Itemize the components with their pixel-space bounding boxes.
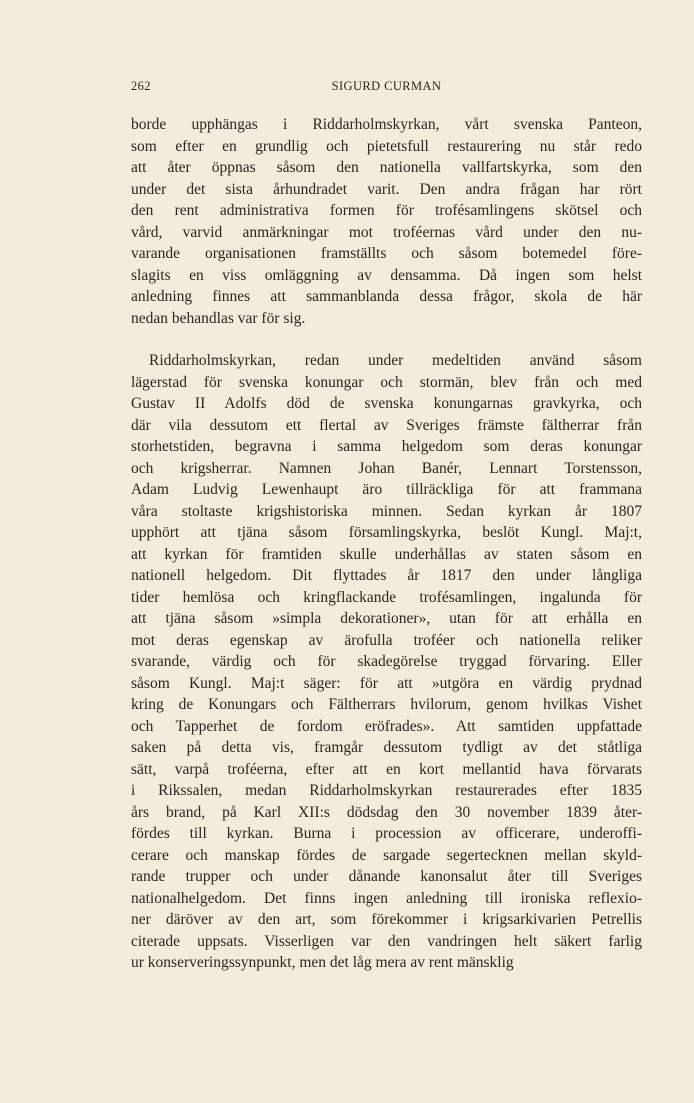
text-line: saken på detta vis, framgår dessutom tydligt av det ståtliga <box>131 739 642 756</box>
text-line: rande trupper och under dånande kanonsalut åter till Sveriges <box>131 868 642 885</box>
paragraph <box>131 350 642 974</box>
text-line: som efter en grundlig och pietetsfull restaurering nu står redo <box>131 137 642 155</box>
text-line: storhetstiden, begravna i samma helgedom som deras konungar <box>131 438 642 455</box>
text-line: att åter öppnas såsom den nationella vallfartskyrka, som den <box>131 159 642 176</box>
text-line: års brand, på Karl XII:s dödsdag den 30 november 1839 åter- <box>131 803 642 821</box>
text-line: att kyrkan för framtiden skulle underhållas av staten såsom en <box>131 545 642 563</box>
text-line: tider hemlösa och kringflackande trofésamlingen, ingalunda för <box>131 588 642 606</box>
text-line: svarande, värdig och för skadegörelse tryggad förvaring. Eller <box>131 653 642 670</box>
text-line: nationalhelgedom. Det finns ingen anledning till ironiska reflexio- <box>131 889 642 907</box>
text-line: där vila dessutom ett flertal av Sveriges främste fältherrar från <box>131 416 642 434</box>
text-line: såsom Kungl. Maj:t säger: för att »utgöra en värdig prydnad <box>131 674 642 692</box>
text-line: sätt, varpå troféerna, efter att en kort mellantid hava förvarats <box>131 760 642 778</box>
text-line: Riddarholmskyrkan, redan under medeltiden använd såsom <box>149 352 642 369</box>
text-line: i Rikssalen, medan Riddarholmskyrkan restaurerades efter 1835 <box>131 782 642 799</box>
text-line: upphört att tjäna såsom församlingskyrka, beslöt Kungl. Maj:t, <box>131 524 642 541</box>
text-line: slagits en viss omläggning av densamma. Då ingen som helst <box>131 266 642 284</box>
page-header <box>131 79 642 99</box>
text-line: mot deras egenskap av ärofulla troféer och nationella reliker <box>131 631 642 649</box>
text-line: fördes till kyrkan. Burna i procession av officerare, underoffi- <box>131 825 642 842</box>
body-text <box>131 114 642 974</box>
text-line: vård, varvid anmärkningar mot troféernas vård under den nu- <box>131 223 642 241</box>
text-line: Adam Ludvig Lewenhaupt äro tillräckliga för att frammana <box>131 481 642 498</box>
text-line: cerare och manskap fördes de sargade segertecknen mellan skyld- <box>131 846 642 864</box>
text-line: lägerstad för svenska konungar och stormän, blev från och med <box>131 373 642 391</box>
text-line: ner däröver av den art, som förekommer i krigsarkivarien Petrellis <box>131 911 642 928</box>
page-number: 262 <box>131 79 151 93</box>
text-line: Gustav II Adolfs död de svenska konungarnas gravkyrka, och <box>131 395 642 412</box>
text-line: och krigsherrar. Namnen Johan Banér, Lennart Torstensson, <box>131 459 642 477</box>
text-line: den rent administrativa formen för trofésamlingens skötsel och <box>131 202 642 219</box>
text-line: att tjäna såsom »simpla dekorationer», utan för att erhålla en <box>131 610 642 627</box>
text-line: under det sista århundradet varit. Den andra frågan har rört <box>131 180 642 198</box>
text-line: nationell helgedom. Dit flyttades år 1817 den under långliga <box>131 567 642 584</box>
text-line: citerade uppsats. Visserligen var den vandringen helt säkert farlig <box>131 932 642 950</box>
text-line: våra stoltaste krigshistoriska minnen. Sedan kyrkan år 1807 <box>131 502 642 520</box>
text-line: borde upphängas i Riddarholmskyrkan, vårt svenska Panteon, <box>131 116 642 133</box>
text-line: nedan behandlas var för sig. <box>131 309 306 327</box>
text-line: kring de Konungars och Fältherrars hvilorum, genom hvilkas Vishet <box>131 696 642 713</box>
text-line: anledning finnes att sammanblanda dessa frågor, skola de här <box>131 288 642 305</box>
text-line: och Tapperhet de fordom eröfrades». Att samtiden uppfattade <box>131 717 642 735</box>
running-head: SIGURD CURMAN <box>331 79 442 93</box>
paragraph <box>131 114 642 329</box>
text-line: varande organisationen framställts och såsom botemedel före- <box>131 245 642 262</box>
text-line: ur konserveringssynpunkt, men det låg mera av rent mänsklig <box>131 954 514 971</box>
